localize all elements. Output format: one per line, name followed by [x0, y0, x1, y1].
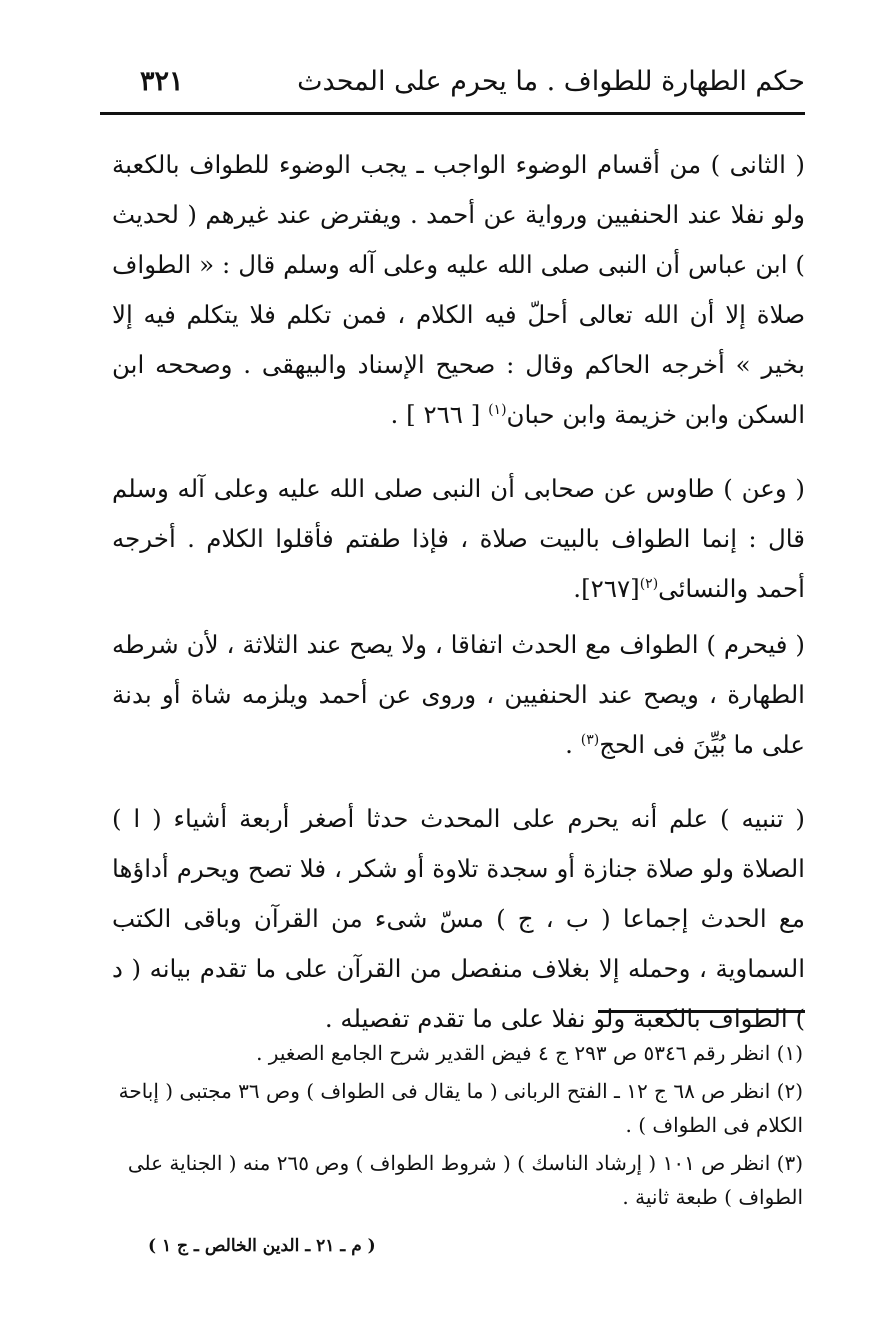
- footnote-3: (٣) انظر ص ١٠١ ( إرشاد الناسك ) ( شروط الطواف ) وص ٢٦٥ منه ( الجناية على الطواف ) طبعة ثانية .: [127, 1151, 803, 1209]
- running-title: حكم الطهارة للطواف . ما يحرم على المحدث: [297, 66, 805, 97]
- page-number: ٣٢١: [140, 66, 184, 97]
- paragraph-tail: [ ٢٦٦ ] .: [390, 400, 481, 429]
- paragraph-2: [112, 464, 805, 614]
- paragraph-text: ( وعن ) طاوس عن صحابى أن النبى صلى الله عليه وعلى آله وسلم قال : إنما الطواف بالبيت صلاة ، فإذا طفتم فأقلوا الكلام . أخرجه أحمد والنسائى: [112, 474, 805, 603]
- running-header: [118, 62, 805, 108]
- print-signature: ( م ـ ٢١ ـ الدين الخالص ـ ج ١ ): [148, 1236, 376, 1256]
- paragraph-1: [112, 140, 805, 440]
- paragraph-text: ( تنبيه ) علم أنه يحرم على المحدث حدثا أصغر أربعة أشياء ( ا ) الصلاة ولو صلاة جنازة أو سجدة تلاوة أو شكر ، فلا تصح ويحرم أداؤها مع الحدث إجماعا ( ب ، ج ) مسّ شىء من القرآن وباقى الكتب السماوية ، وحمله إلا بغلاف منفصل من القرآن على ما تقدم بيانه ( د ) الطواف بالكعبة ولو نفلا على ما تقدم تفصيله .: [112, 804, 805, 1033]
- paragraph-text: ( الثانى ) من أقسام الوضوء الواجب ـ يجب الوضوء للطواف بالكعبة ولو نفلا عند الحنفيين ورواية عن أحمد . ويفترض عند غيرهم ( لحديث ) ابن عباس أن النبى صلى الله عليه وعلى آله وسلم قال : « الطواف صلاة إلا أن الله تعالى أحلّ فيه الكلام ، فمن تكلم فلا يتكلم فيه إلا بخير » أخرجه الحاكم وقال : صحيح الإسناد والبيهقى . وصححه ابن السكن وابن خزيمة وابن حبان: [112, 150, 805, 429]
- footnote-2: (٢) انظر ص ٦٨ ج ١٢ ـ الفتح الربانى ( ما يقال فى الطواف ) وص ٣٦ مجتبى ( إباحة الكلام فى الطواف ) .: [118, 1079, 803, 1137]
- header-rule: [100, 112, 805, 115]
- footnote-1: (١) انظر رقم ٥٣٤٦ ص ٢٩٣ ج ٤ فيض القدير شرح الجامع الصغير .: [256, 1041, 803, 1065]
- paragraph-4: [112, 794, 805, 1044]
- footnote-rule: [598, 1010, 805, 1013]
- paragraph-tail: .: [565, 730, 573, 759]
- paragraph-3: [112, 620, 805, 770]
- footnotes: [115, 1036, 803, 1218]
- footnote-ref: (٣): [580, 731, 600, 748]
- paragraph-text: ( فيحرم ) الطواف مع الحدث اتفاقا ، ولا يصح عند الثلاثة ، لأن شرطه الطهارة ، ويصح عند الحنفيين ، وروى عن أحمد ويلزمه شاة أو بدنة على ما بُيِّنَ فى الحج: [112, 630, 805, 759]
- main-text: [112, 140, 805, 1044]
- footnote-ref: (٢): [639, 575, 659, 592]
- paragraph-tail: [٢٦٧].: [573, 574, 640, 603]
- footnote-ref: (١): [488, 401, 507, 418]
